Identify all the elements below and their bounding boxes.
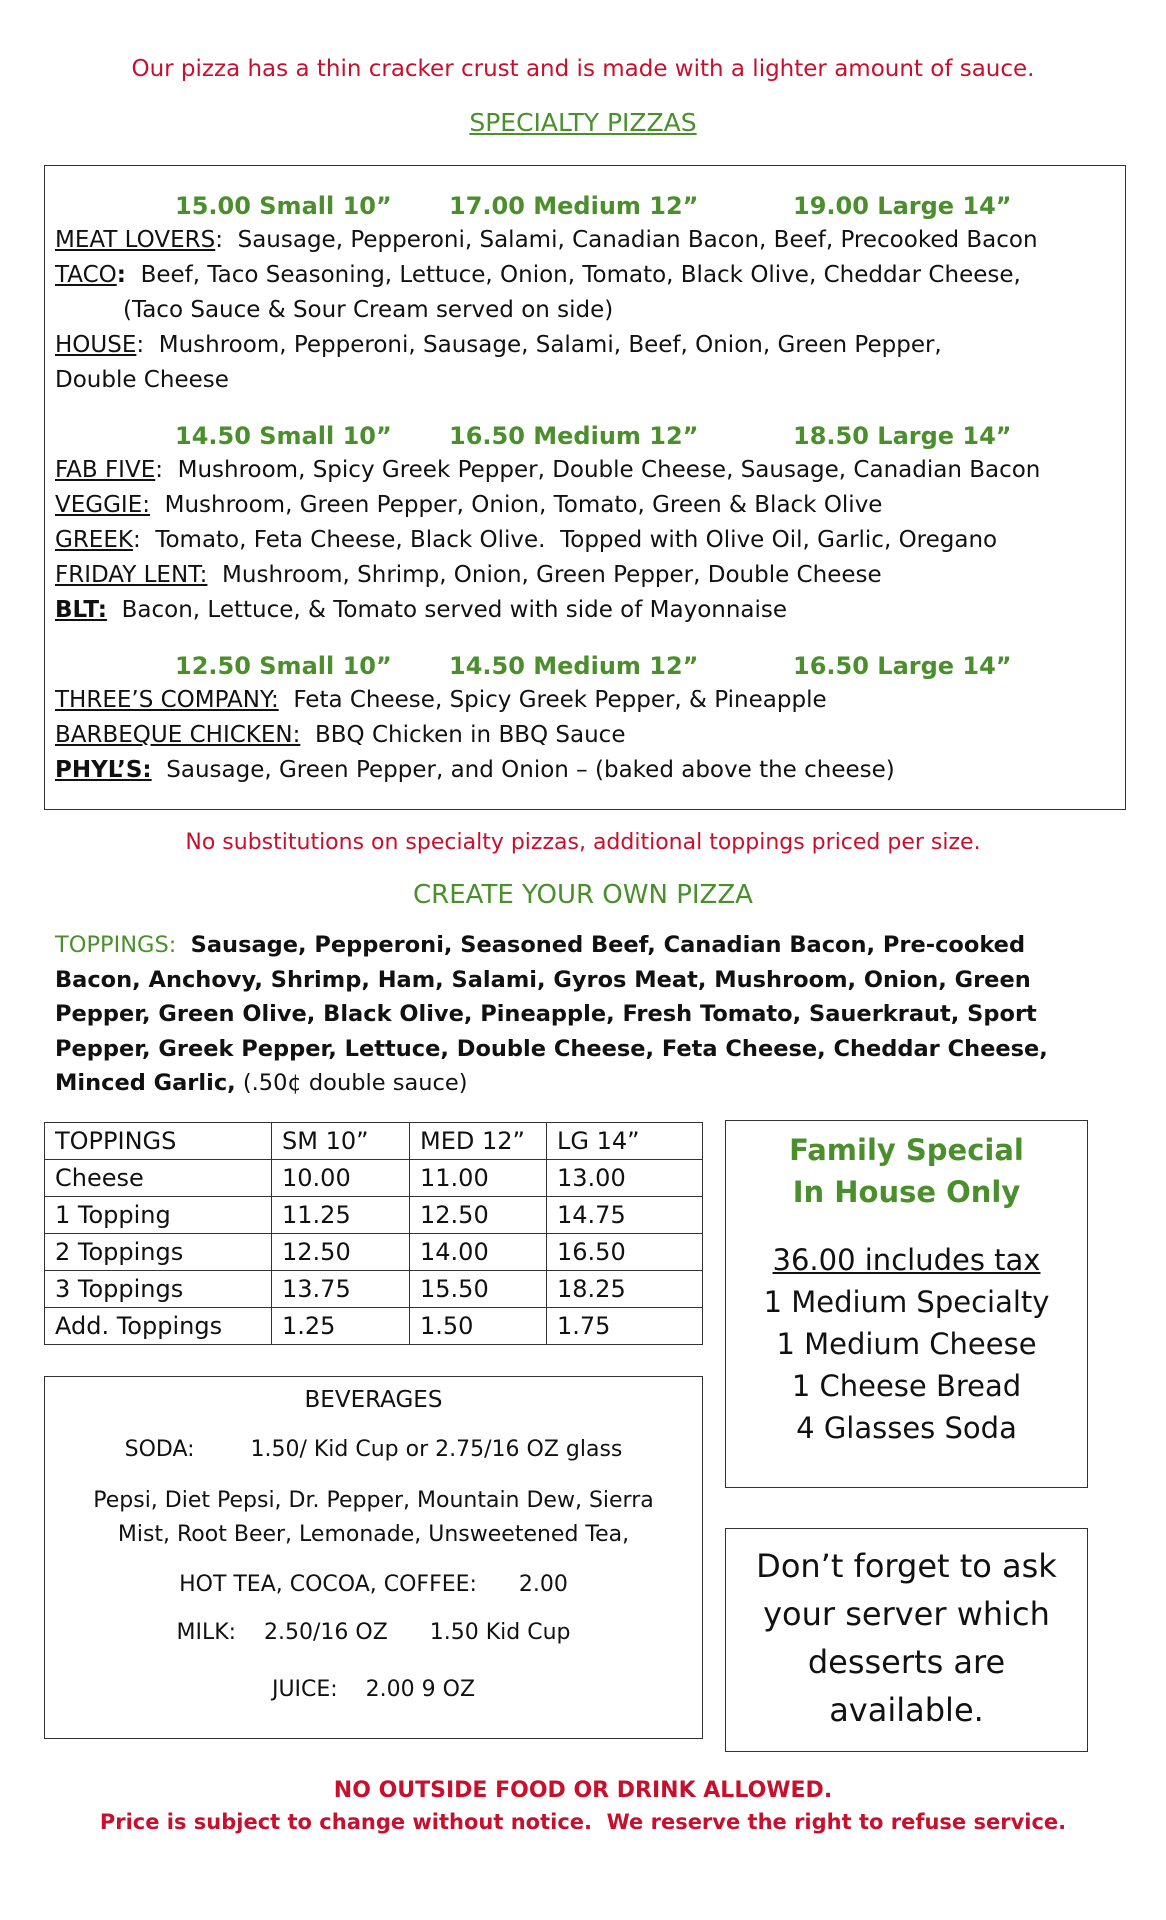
pizza-greek: GREEK: Tomato, Feta Cheese, Black Olive. Topped with Olive Oil, Garlic, Oregano (55, 527, 998, 553)
soda-list-2: Mist, Root Beer, Lemonade, Unsweetened Tea, (117, 1522, 630, 1547)
toppings-price-table (44, 1122, 703, 1345)
pizza-house-cont: Double Cheese (55, 367, 229, 393)
table-cell: 13.00 (547, 1160, 703, 1197)
family-item: 1 Cheese Bread (791, 1369, 1022, 1403)
tier-price-medium: 16.50 Medium 12” (449, 422, 699, 450)
tier-price-large: 19.00 Large 14” (793, 192, 1012, 220)
pizza-blt: BLT: Bacon, Lettuce, & Tomato served with side of Mayonnaise (55, 597, 788, 623)
tier-price-medium: 17.00 Medium 12” (449, 192, 699, 220)
family-item: 4 Glasses Soda (796, 1411, 1017, 1445)
family-price (726, 1243, 1087, 1277)
table-header: MED 12” (410, 1123, 547, 1160)
table-cell: 13.75 (272, 1271, 410, 1308)
dessert-line: desserts are (807, 1643, 1006, 1681)
table-cell: 12.50 (410, 1197, 547, 1234)
beverages-box (44, 1376, 703, 1739)
table-cell: Cheese (45, 1160, 272, 1197)
family-item: 1 Medium Specialty (763, 1285, 1050, 1319)
dessert-line: your server which (763, 1595, 1050, 1633)
table-header: LG 14” (547, 1123, 703, 1160)
table-cell: 1.50 (410, 1308, 547, 1345)
pizza-taco-note: (Taco Sauce & Sour Cream served on side) (123, 297, 614, 323)
table-header: SM 10” (272, 1123, 410, 1160)
table-cell: 14.00 (410, 1234, 547, 1271)
pizza-friday-lent: FRIDAY LENT: Mushroom, Shrimp, Onion, Green Pepper, Double Cheese (55, 562, 882, 588)
specialty-pizzas-box (44, 165, 1126, 810)
dessert-reminder-box (725, 1528, 1088, 1752)
tier-price-small: 15.00 Small 10” (175, 192, 392, 220)
table-cell: 1.75 (547, 1308, 703, 1345)
table-row (45, 1234, 703, 1271)
pizza-meat-lovers: MEAT LOVERS: Sausage, Pepperoni, Salami, Canadian Bacon, Beef, Precooked Bacon (55, 227, 1038, 253)
table-cell: 14.75 (547, 1197, 703, 1234)
family-title-2: In House Only (792, 1175, 1021, 1209)
specialty-title-text: SPECIALTY PIZZAS (469, 108, 697, 137)
toppings-list: Sausage, Pepperoni, Seasoned Beef, Canadian Bacon, Pre-cooked Bacon, Anchovy, Shrimp, Ham, Salami, Gyros Meat, Mushroom, Onion, Green Pepper, Green Olive, Black Olive, Pineapple, Fresh Tomato, Sauerkraut, Sport Pepper, Greek Pepper, Lettuce, Double Cheese, Feta Cheese, Cheddar Cheese, Minced Garlic, (55, 932, 1048, 1096)
table-row (45, 1308, 703, 1345)
soda-list-1: Pepsi, Diet Pepsi, Dr. Pepper, Mountain Dew, Sierra (93, 1488, 654, 1513)
footer-no-outside-food: NO OUTSIDE FOOD OR DRINK ALLOWED. (333, 1778, 833, 1803)
pizza-fab-five: FAB FIVE: Mushroom, Spicy Greek Pepper, Double Cheese, Sausage, Canadian Bacon (55, 457, 1041, 483)
pizza-house: HOUSE: Mushroom, Pepperoni, Sausage, Salami, Beef, Onion, Green Pepper, (55, 332, 942, 358)
toppings-note: (.50¢ double sauce) (242, 1070, 468, 1096)
table-cell: 18.25 (547, 1271, 703, 1308)
pizza-threes-company: THREE’S COMPANY: Feta Cheese, Spicy Greek Pepper, & Pineapple (55, 687, 827, 713)
specialty-title (0, 108, 1166, 137)
tier-price-large: 18.50 Large 14” (793, 422, 1012, 450)
dessert-line: Don’t forget to ask (756, 1547, 1057, 1585)
table-cell: 16.50 (547, 1234, 703, 1271)
toppings-label: TOPPINGS: (55, 932, 177, 958)
pizza-taco: TACO: Beef, Taco Seasoning, Lettuce, Onion, Tomato, Black Olive, Cheddar Cheese, (55, 262, 1021, 288)
family-item: 1 Medium Cheese (776, 1327, 1037, 1361)
family-special-box (725, 1120, 1088, 1488)
tier-price-medium: 14.50 Medium 12” (449, 652, 699, 680)
tier-price-small: 14.50 Small 10” (175, 422, 392, 450)
pizza-phyls: PHYL’S: Sausage, Green Pepper, and Onion – (baked above the cheese) (55, 757, 895, 783)
pizza-bbq-chicken: BARBEQUE CHICKEN: BBQ Chicken in BBQ Sauce (55, 722, 626, 748)
hot-drinks-line: HOT TEA, COCOA, COFFEE: 2.00 (179, 1572, 568, 1597)
table-header: TOPPINGS (45, 1123, 272, 1160)
table-header-row (45, 1123, 703, 1160)
table-cell: 15.50 (410, 1271, 547, 1308)
family-price-text: 36.00 includes tax (772, 1243, 1041, 1277)
pizza-veggie: VEGGIE: Mushroom, Green Pepper, Onion, Tomato, Green & Black Olive (55, 492, 883, 518)
tier-price-large: 16.50 Large 14” (793, 652, 1012, 680)
table-cell: 1.25 (272, 1308, 410, 1345)
toppings-paragraph (55, 928, 1115, 1101)
footer-price-notice: Price is subject to change without notice. We reserve the right to refuse service. (99, 1810, 1067, 1834)
table-row (45, 1271, 703, 1308)
soda-line: SODA: 1.50/ Kid Cup or 2.75/16 OZ glass (124, 1437, 623, 1462)
table-cell: Add. Toppings (45, 1308, 272, 1345)
table-row (45, 1197, 703, 1234)
beverages-title: BEVERAGES (304, 1387, 443, 1413)
dessert-line: available. (829, 1691, 984, 1729)
table-cell: 3 Toppings (45, 1271, 272, 1308)
table-row (45, 1160, 703, 1197)
milk-line: MILK: 2.50/16 OZ 1.50 Kid Cup (176, 1620, 571, 1645)
family-title-1: Family Special (789, 1133, 1024, 1167)
no-substitutions-note: No substitutions on specialty pizzas, additional toppings priced per size. (185, 830, 981, 855)
table-cell: 1 Topping (45, 1197, 272, 1234)
juice-line: JUICE: 2.00 9 OZ (271, 1677, 476, 1702)
table-cell: 2 Toppings (45, 1234, 272, 1271)
table-cell: 10.00 (272, 1160, 410, 1197)
create-your-own-title: CREATE YOUR OWN PIZZA (413, 880, 753, 910)
table-cell: 11.00 (410, 1160, 547, 1197)
tier-price-small: 12.50 Small 10” (175, 652, 392, 680)
table-cell: 12.50 (272, 1234, 410, 1271)
intro-text: Our pizza has a thin cracker crust and is made with a lighter amount of sauce. (131, 56, 1035, 82)
table-cell: 11.25 (272, 1197, 410, 1234)
